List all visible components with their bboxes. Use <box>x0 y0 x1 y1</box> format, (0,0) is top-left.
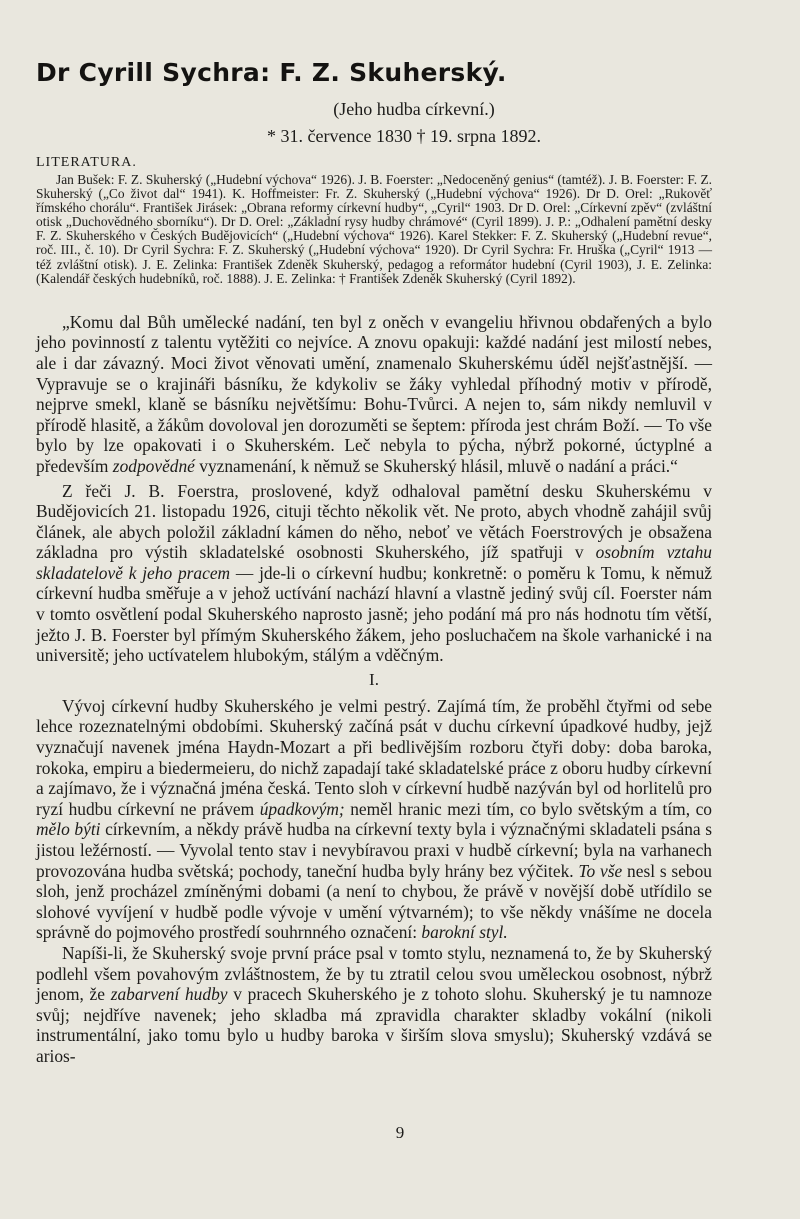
text-run: nesl s sebou sloh, jenž procházel zmíněnými dobami (a není to chybou, že právě v novější době utřídilo se slohové vyvíjení v hudbě podle vývoje v umění výtvarném); to vše někdy vnášíme ne docela správně do pojmového prostředí souhrnného označení: <box>36 860 712 943</box>
paragraph-first-works <box>36 943 712 1067</box>
paragraph-quote <box>36 312 712 477</box>
text-run: Napíši-li, že Skuherský svoje první práce psal v tomto stylu, neznamená to, že by Skuherský podlehl všem povahovým zvláštnostem, že by tu ztratil celou svou uměleckou osobnost, nýbrž jenom, že <box>36 942 712 1005</box>
emphasis: zodpovědné <box>112 455 195 476</box>
text-run: vyznamenání, k němuž se Skuherský hlásil, mluvě o nadání a práci.“ <box>194 455 678 476</box>
text-run: — jde-li o církevní hudbu; konkretně: o poměru k Tomu, k němuž církevní hudba směřuje a v jehož uctívání nachází hlavní a vlastně jediný svůj cíl. Foerster nám v tomto osvětlení podal Skuherského naprosto jasně; jeho podání má pro nás hodnotu tím větší, ježto J. B. Foerster byl přímým Skuherského žákem, jeho posluchačem na škole varhanické i na universitě; jeho uctívatelem hlubokým, stálým a vděčným. <box>36 562 712 666</box>
article-title: Dr Cyrill Sychra: F. Z. Skuherský. <box>36 58 507 87</box>
emphasis: barokní styl. <box>421 922 508 943</box>
text-run: v pracech Skuherského je z tohoto slohu. Skuherský je tu namnoze svůj; nejdříve navenek; jeho skladba má zpravidla charakter skladby vokální (nikoli instrumentální, jako tomu bylo u hudby baroka v širším slova smyslu); Skuherský vzdává se arios- <box>36 984 713 1066</box>
literature-references: Jan Bušek: F. Z. Skuherský („Hudební výchova“ 1926). J. B. Foerster: „Nedoceněný genius“ (tamtéž). J. B. Foerster: F. Z. Skuherský („Co život dal“ 1941). K. Hoffmeister: Fr. Z. Skuherský („Hudební výchova“ 1926). Dr D. Orel: „Rukověť římského chorálu“. František Jirásek: „Obrana reformy církevní hudby“, „Cyril“ 1903. Dr D. Orel: „Církevní zpěv“ (zvláštní otisk „Duchovědného sborníku“). Dr D. Orel: „Základní rysy hudby chrámové“ (Cyril 1899). J. P.: „Odhalení pamětní desky F. Z. Skuherského v Českých Budějovicích“ („Hudební výchova“ 1926). Karel Stekker: F. Z. Skuherský („Hudební revue“, roč. III., č. 10). Dr Cyril Sychra: F. Z. Skuherský („Hudební výchova“ 1920). Dr Cyril Sychra: Fr. Hruška („Cyril“ 1913 — též zvláštní otisk). J. E. Zelinka: František Zdeněk Skuherský, pedagog a reformátor hudební (Cyril 1903), J. E. Zelinka: (Kalendář českých hudebníků, roč. 1888). J. E. Zelinka: † František Zdeněk Skuherský (Cyril 1892). <box>36 172 712 286</box>
life-dates: * 31. července 1830 † 19. srpna 1892. <box>267 126 541 146</box>
literature-heading: LITERATURA. <box>36 155 137 170</box>
section-number: I. <box>369 669 379 689</box>
emphasis: osobním vztahu skladatelově k jeho pracem <box>36 542 712 583</box>
emphasis: úpadkovým; <box>259 798 345 819</box>
emphasis: mělo býti <box>36 819 101 840</box>
paragraph-foerster <box>36 481 712 666</box>
text-run: Z řeči J. B. Foerstra, proslovené, když odhaloval pamětní desku Skuherskému v Budějovicích 21. listopadu 1926, cituji těchto několik vět. Ne proto, abych vhodně zahájil svůj článek, ale abych položil základní kámen do něho, neboť ve větách Foerstrových je obsažena základna pro výstih skladatelské osobnosti Skuherského, jíž spatřuji v <box>36 480 712 563</box>
text-run: církevním, a někdy právě hudba na církevní texty byla i význačnými skladateli psána s jistou ležérností. — Vyvolal tento stav i nevybíravou praxi v hudbě církevní; byla na varhanech provozována hudba světská; pochody, taneční hudba byly hrány bez výčitek. <box>36 819 712 881</box>
article-subtitle: (Jeho hudba církevní.) <box>333 99 495 119</box>
emphasis: To vše <box>578 860 623 881</box>
emphasis: zabarvení hudby <box>110 984 228 1005</box>
text-run: neměl hranic mezi tím, co bylo světským a tím, co <box>344 798 712 819</box>
text-run: „Komu dal Bůh umělecké nadání, ten byl z oněch v evangeliu hřivnou obdařených a bylo jeho povinností z talentu vytěžiti co nejvíce. A znovu opakuji: každé nadání jest milostí nebes, ale i dar závazný. Moci život věnovati umění, znamenalo Skuherskému úděl nejšťastnější. — Vypravuje se o krajináři básníku, že kdykoliv se žáky vyhledal příhodný motiv v přírodě, nejprve smekl, klaně se básníku největšímu: Bohu-Tvůrci. A nejen to, sám nikdy nemluvil v přírodě hlasitě, a žákům dovoloval jen dorozuměti se šeptem: příroda jest chrám Boží. — To vše bylo by lze opakovati i o Skuherském. Leč nebyla to pýcha, nýbrž pokorné, úctyplné a především <box>36 311 712 476</box>
article-body <box>36 312 712 1067</box>
text-run: Vývoj církevní hudby Skuherského je velmi pestrý. Zajímá tím, že proběhl čtyřmi od sebe lehce rozeznatelnými obdobími. Skuherský začíná psát v duchu církevní úpadkové hudby, jejž vyznačují navenek jména Haydn-Mozart a při bedlivějším rozboru čtyři doby: doba baroka, rokoka, empiru a biedermeieru, do nichž zapadají také skladatelské práce z oboru hudby církevní a zajímavo, že i význačná jména česká. Tento sloh v církevní hudbě nazýván byl od horlitelů pro ryzí hudbu církevní ne právem <box>36 695 712 819</box>
paragraph-development <box>36 696 712 943</box>
page-number: 9 <box>395 1123 405 1142</box>
